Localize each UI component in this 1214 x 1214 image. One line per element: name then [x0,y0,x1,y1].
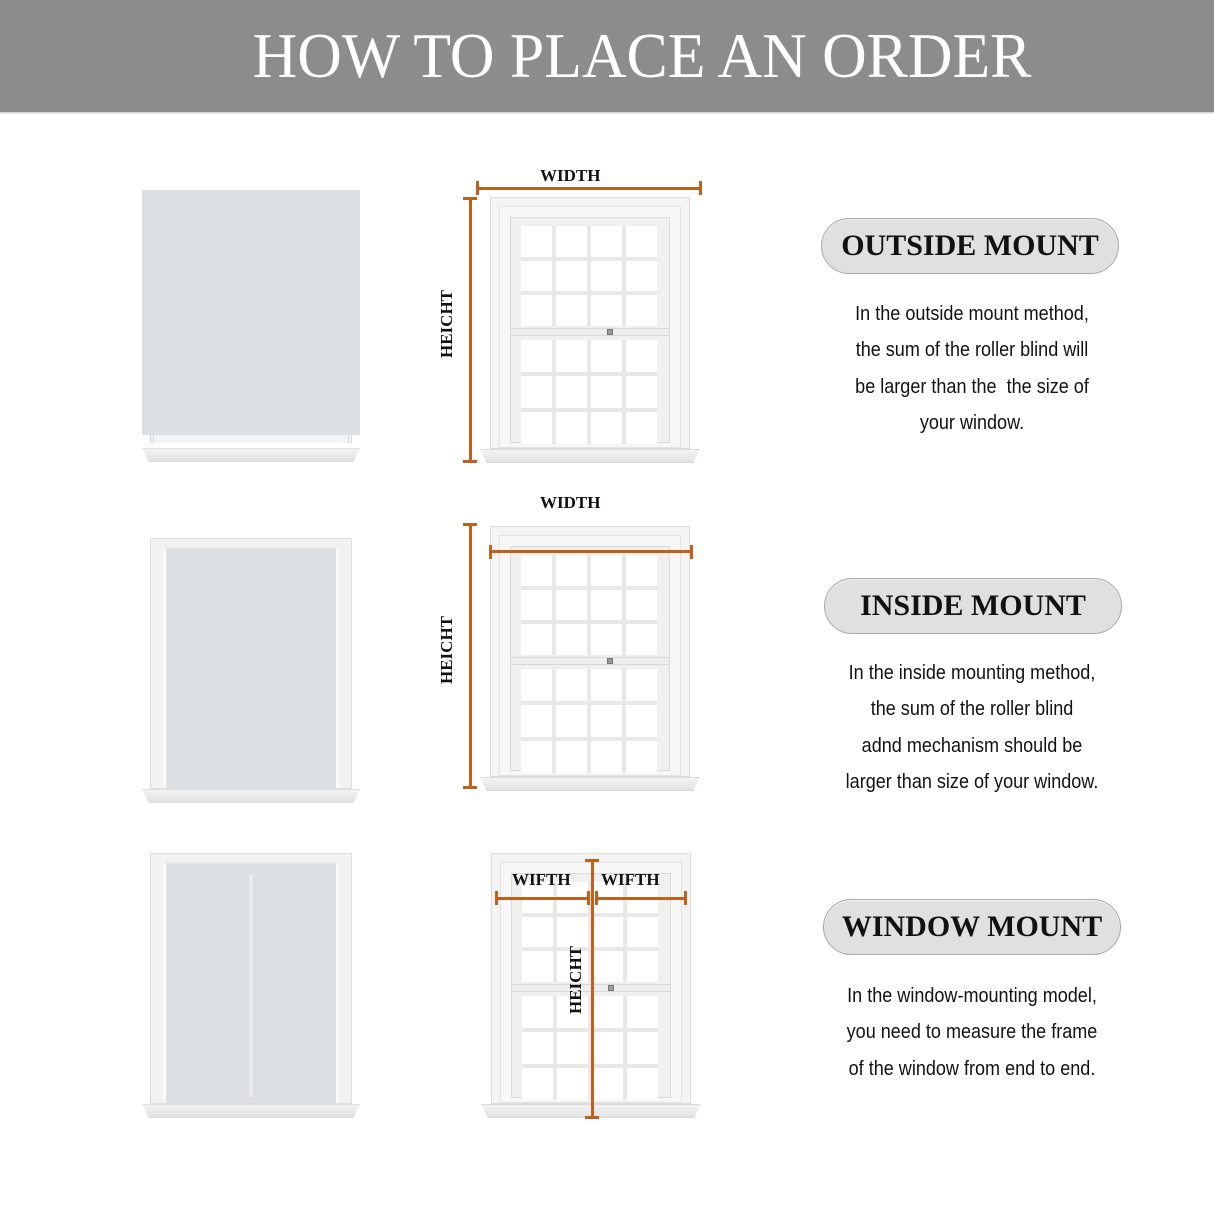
width-label: WIDTH [540,166,601,185]
width-measure-cap-left [489,545,492,559]
description-line: adnd mechanism should be [861,733,1083,757]
height-measure-cap-bottom [463,460,477,463]
window-inner-trim [499,206,681,448]
window-inner-trim [499,535,681,776]
outside-mount-blind-illustration [142,190,360,462]
width-measure-cap [587,891,590,905]
width-measure-cap-left [476,181,479,195]
page-title: HOW TO PLACE AN ORDER [252,21,1032,91]
window-mount-description [831,978,1113,1087]
width-label-left: WIFTH [512,870,571,889]
inside-mount-description [831,655,1113,800]
window-sill [480,449,700,463]
height-measure-cap-top [463,197,477,200]
outside-mount-description [831,296,1113,441]
window-outer-trim [490,197,690,449]
roller-blind-fabric [163,862,339,1103]
description-line: In the inside mounting method, [848,661,1096,684]
lower-sash-panes [521,669,657,773]
height-measure-line [469,524,472,788]
description-line: of the window from end to end. [848,1056,1096,1080]
description-line: be larger than the the size of [855,374,1089,398]
description-line: you need to measure the frame [846,1020,1098,1044]
description-line: your window. [919,410,1025,434]
description-line: the sum of the roller blind will [855,338,1089,362]
upper-sash-panes [521,226,657,326]
window-sill [480,777,700,791]
window-sill [142,789,360,803]
height-measure-cap-top [585,859,599,862]
description-line: In the outside mount method, [855,302,1089,325]
outside-mount-badge: OUTSIDE MOUNT [821,218,1119,274]
width-measure-cap [495,891,498,905]
window-sill [142,1104,360,1118]
upper-sash-panes [521,555,657,655]
height-measure-cap-bottom [463,786,477,789]
inside-mount-window-diagram [480,526,700,791]
width-measure-line [477,187,701,190]
description-line: In the window-mounting model, [847,984,1097,1007]
blind-split-seam [250,874,253,1097]
width-label: WIDTH [540,493,601,512]
width-measure-cap [684,891,687,905]
window-mount-badge: WINDOW MOUNT [823,899,1121,955]
meeting-rail [511,657,669,665]
header-banner [0,0,1214,112]
sash-lock-icon [607,658,613,664]
inside-mount-badge: INSIDE MOUNT [824,578,1122,634]
window-outer-trim [490,526,690,777]
window-sash-frame [510,546,670,771]
height-label: HEICHT [437,289,456,359]
width-measure-line-left [496,897,588,900]
roller-blind-fabric [163,547,339,788]
width-label-right: WIFTH [601,870,660,889]
lower-sash-panes [521,340,657,444]
width-measure-line [490,550,692,553]
sash-lock-icon [608,985,614,991]
window-outer-trim [150,853,352,1104]
height-measure-cap-top [463,523,477,526]
height-measure-line [591,860,594,1118]
inside-mount-blind-illustration [142,538,360,803]
height-label: HEICHT [437,615,456,685]
width-measure-line-right [596,897,686,900]
window-outer-trim [150,538,352,789]
roller-blind-fabric [142,190,360,435]
outside-mount-window-diagram [480,197,700,463]
height-label: HEICHT [566,945,585,1015]
description-line: the sum of the roller blind [870,697,1074,721]
width-measure-cap-right [690,545,693,559]
window-bottom-visible [150,435,352,443]
window-sill [142,448,360,462]
height-measure-line [469,198,472,462]
width-measure-cap-right [699,181,702,195]
window-mount-blind-illustration [142,853,360,1118]
sash-lock-icon [607,329,613,335]
lower-sash-panes [522,996,658,1100]
width-measure-cap [595,891,598,905]
meeting-rail [511,328,669,336]
window-sash-frame [510,217,670,443]
height-measure-cap-bottom [585,1116,599,1119]
description-line: larger than size of your window. [845,769,1099,793]
